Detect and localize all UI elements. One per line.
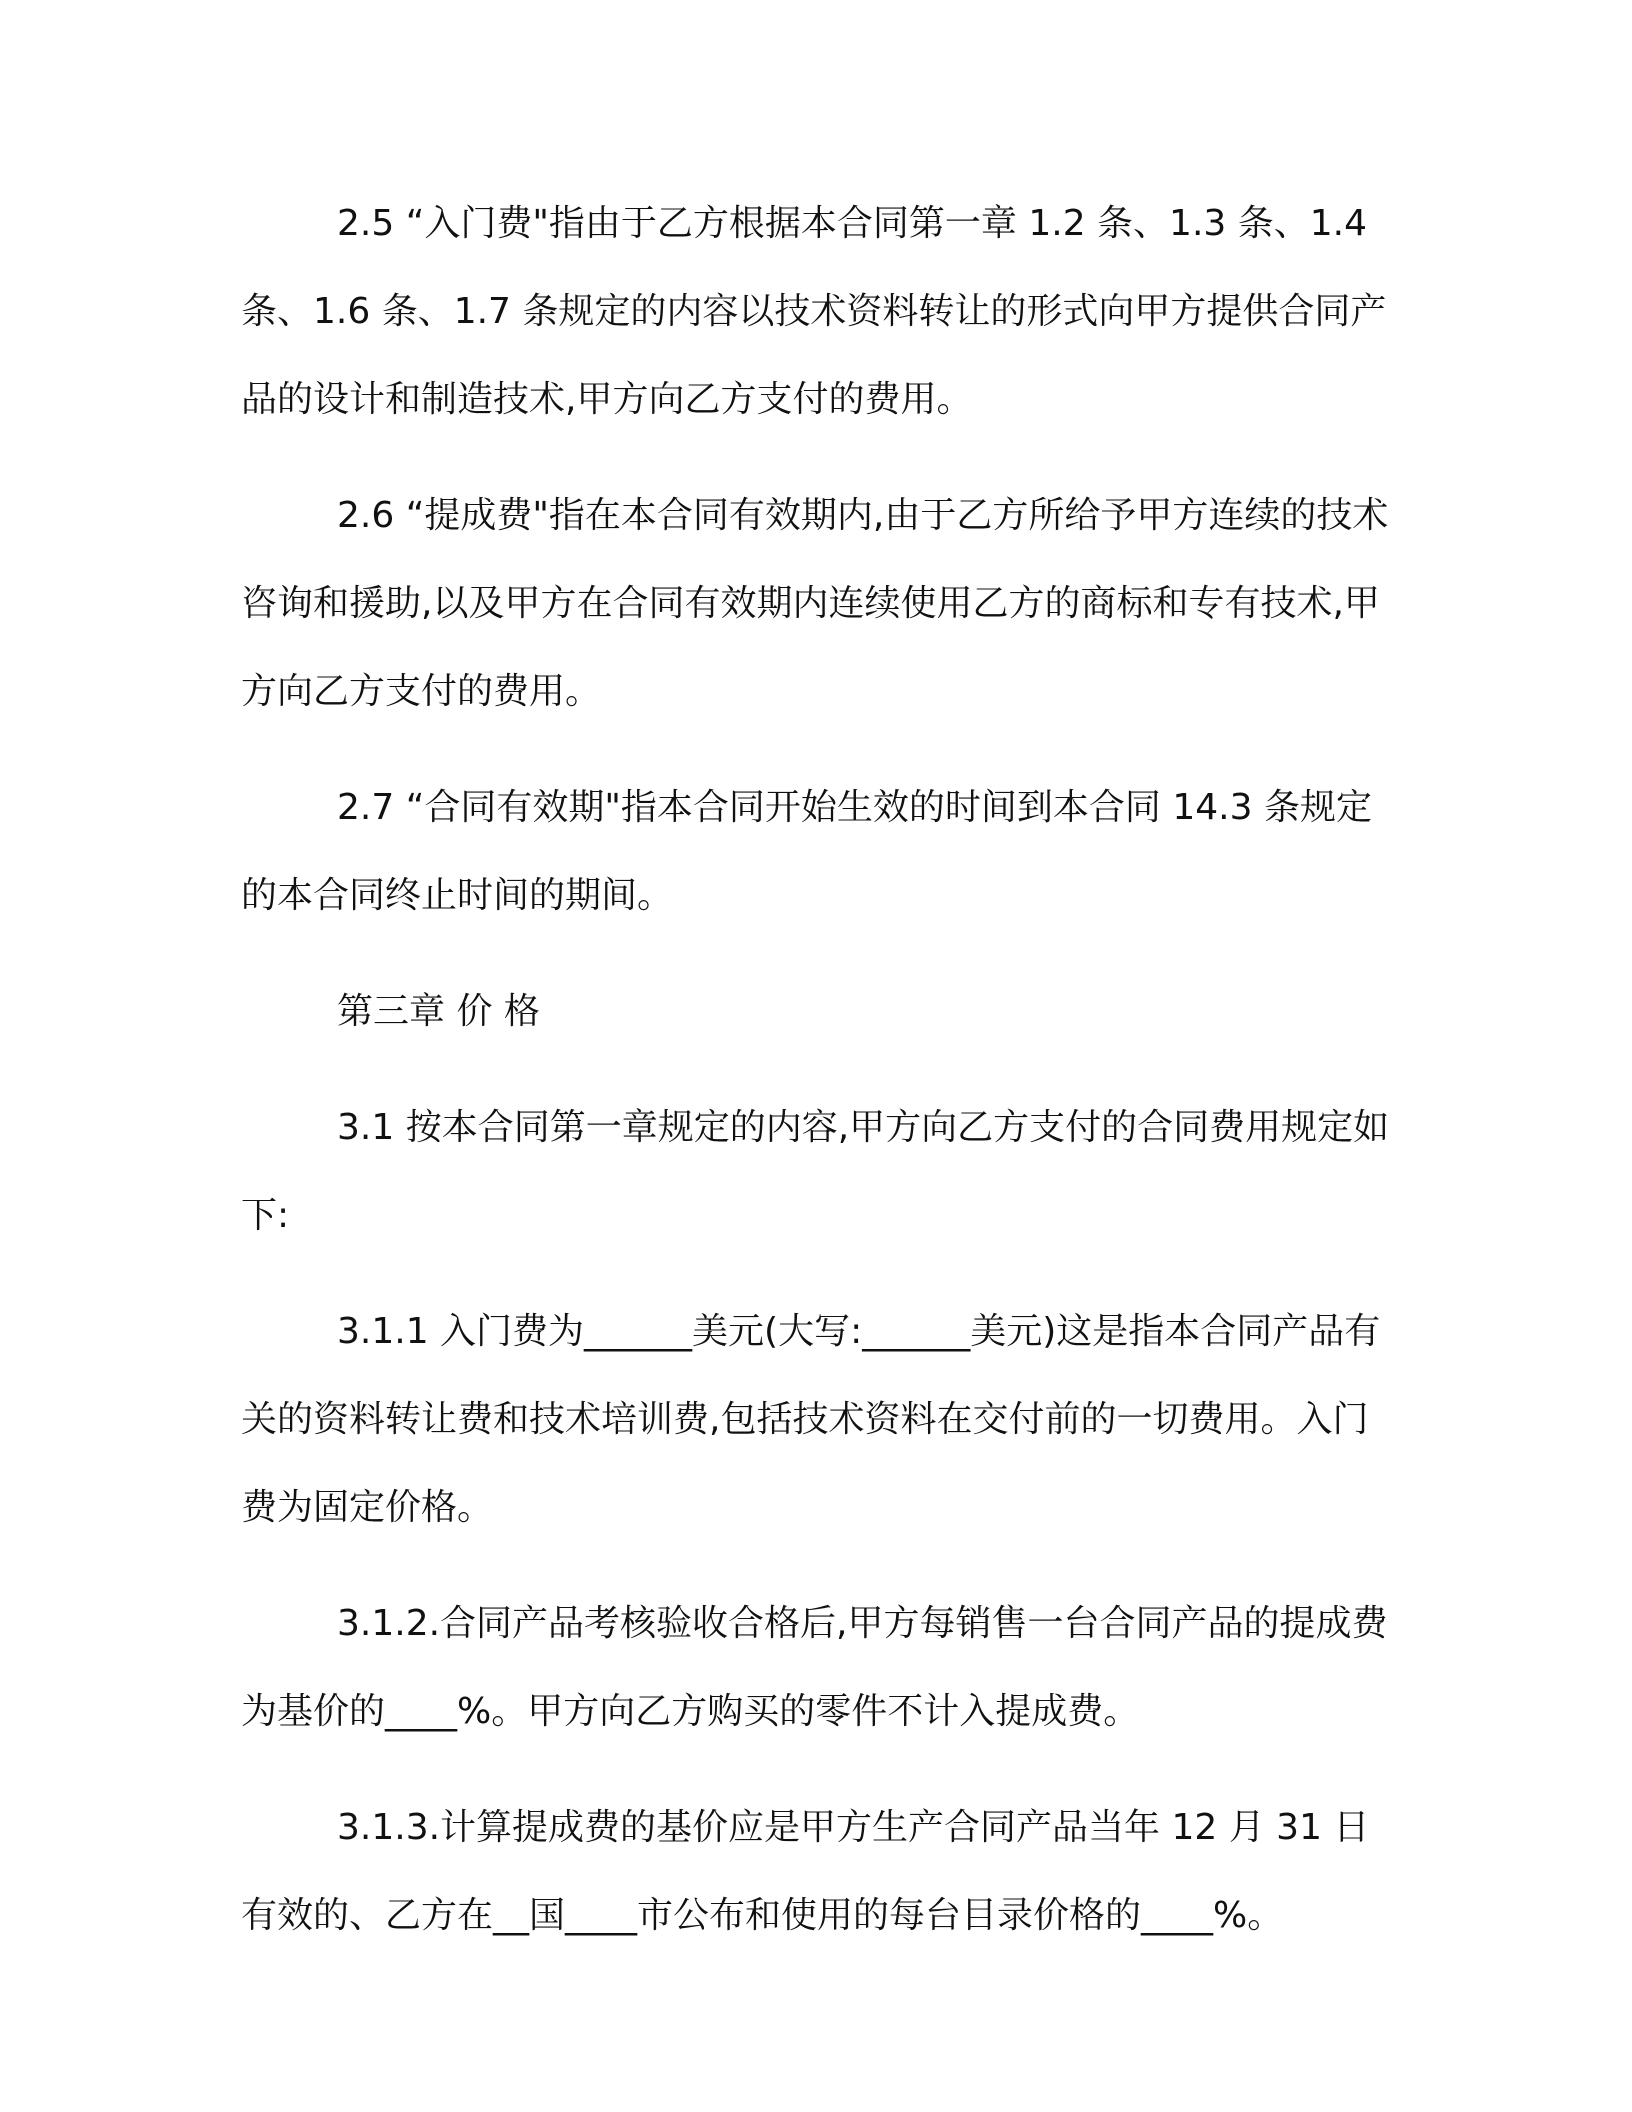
paragraph-2-7: 2.7 “合同有效期"指本合同开始生效的时间到本合同 14.3 条规定的本合同终止时间的期间。	[241, 787, 1372, 916]
paragraph-3-1-2: 3.1.2.合同产品考核验收合格后,甲方每销售一台合同产品的提成费为基价的____%。甲方向乙方购买的零件不计入提成费。	[241, 1603, 1388, 1732]
chapter-3-heading: 第三章 价 格	[337, 991, 540, 1032]
paragraph-2-5: 2.5 “入门费"指由于乙方根据本合同第一章 1.2 条、1.3 条、1.4 条、1.6 条、1.7 条规定的内容以技术资料转让的形式向甲方提供合同产品的设计和制造技术,甲方向乙方支付的费用。	[241, 203, 1387, 420]
paragraph-3-1-3: 3.1.3.计算提成费的基价应是甲方生产合同产品当年 12 月 31 日有效的、乙方在__国____市公布和使用的每台目录价格的____%。	[241, 1807, 1370, 1936]
paragraph-3-1: 3.1 按本合同第一章规定的内容,甲方向乙方支付的合同费用规定如下:	[241, 1107, 1390, 1236]
paragraph-2-6: 2.6 “提成费"指在本合同有效期内,由于乙方所给予甲方连续的技术咨询和援助,以及甲方在合同有效期内连续使用乙方的商标和专有技术,甲方向乙方支付的费用。	[241, 495, 1389, 712]
paragraph-3-1-1: 3.1.1 入门费为______美元(大写:______美元)这是指本合同产品有关的资料转让费和技术培训费,包括技术资料在交付前的一切费用。入门费为固定价格。	[241, 1311, 1381, 1528]
document-body	[241, 180, 1391, 1988]
